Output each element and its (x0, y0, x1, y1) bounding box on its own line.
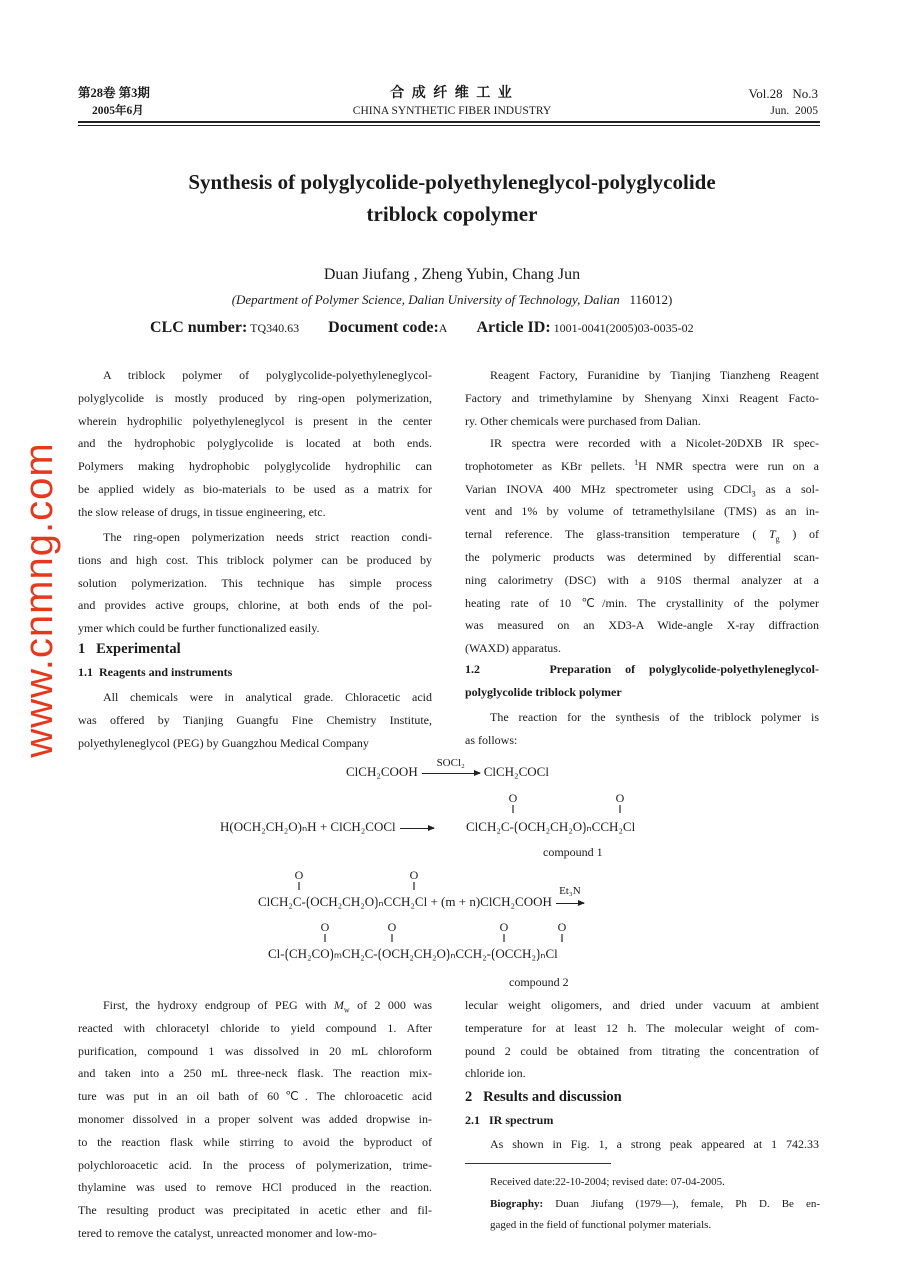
journal-name-cn: 合 成 纤 维 工 业 (390, 86, 514, 101)
text-line: ymer which could be further functionalized easily. (78, 621, 320, 636)
text-segment: ) of (779, 527, 819, 542)
text-line: tions and high cost. This triblock polymer can be produced by (78, 552, 432, 567)
eq1-reactant: ClCH₂COOH (346, 764, 418, 779)
text-line: as follows: (465, 732, 518, 747)
carbonyl-oxygen (386, 922, 398, 944)
double-bond: ‖ (323, 931, 327, 945)
text-line (78, 994, 432, 1017)
text-line: A triblock polymer of polyglycolide-polyethyleneglycol- (103, 368, 432, 382)
reaction-arrow (556, 884, 584, 904)
biography-label: Biography: (490, 1197, 544, 1210)
reaction-arrow (400, 828, 434, 829)
equation-2-reactants (220, 819, 438, 834)
oxygen-label: O (320, 920, 330, 934)
eq3-reactants: ClCH₂C-⟮OCH₂CH₂O⟯ₙCCH₂Cl + (m + n)ClCH₂COOH (258, 894, 552, 909)
section-heading: 1 Experimental (78, 641, 181, 657)
text-segment: H NMR spectra were run on a (638, 458, 819, 473)
doc-code-value: A (438, 321, 448, 335)
text-line: The ring-open polymerization needs strict reaction condi- (103, 530, 432, 544)
text-line: pound 2 could be obtained from titrating the concentration of (465, 1043, 819, 1058)
oxygen-label: O (387, 920, 397, 934)
text-line: (WAXD) apparatus. (465, 641, 561, 656)
watermark: www.cnmng.com (17, 442, 61, 758)
text-line: Factory and trimethylamine by Shenyang Xinxi Reagent Facto- (465, 390, 819, 405)
journal-name-en: CHINA SYNTHETIC FIBER INDUSTRY (352, 105, 552, 117)
text-line: the slow release of drugs, in tissue engineering, etc. (78, 504, 326, 519)
equation-2-product: ClCH₂C-⟮OCH₂CH₂O⟯ₙCCH₂Cl (466, 819, 636, 834)
subsection-heading: 1.2 Preparation of polyglycolide-polyethyleneglycol- (465, 662, 819, 676)
carbonyl-oxygen (498, 922, 510, 944)
text-line: IR spectra were recorded with a Nicolet-20DXB IR spec- (490, 436, 819, 450)
clc-value: TQ340.63 (250, 321, 300, 335)
text-segment: trophotometer as KBr pellets. (465, 458, 635, 473)
journal-volume: 第28卷 第3期 (78, 86, 150, 100)
text-line: was measured on an XD3-A Wide-angle X-ray diffraction (465, 618, 819, 633)
text-line: Reagent Factory, Furanidine by Tianjing Tianzheng Reagent (490, 368, 819, 382)
text-line: and taken into a 250 mL three-neck flask. The reaction mix- (78, 1066, 432, 1081)
double-bond: ‖ (297, 879, 301, 893)
text-segment: T (768, 527, 776, 542)
affiliation-text: (Department of Polymer Science, Dalian University of Technology, Dalian (231, 292, 620, 307)
text-line: polychloroacetic acid. In the process of polymerization, trime- (78, 1157, 432, 1172)
footnote-rule (465, 1163, 611, 1164)
eq1-product: ClCH₂COCl (483, 764, 549, 779)
double-bond: ‖ (390, 931, 394, 945)
carbonyl-oxygen (319, 922, 331, 944)
biography (490, 1194, 820, 1216)
text-line (465, 478, 819, 501)
text-line: vent and 1% by volume of tetramethylsilane (TMS) as an in- (465, 504, 819, 519)
text-line: and provides active groups, chlorine, at both ends of the pol- (78, 598, 432, 613)
doc-code-label: Document code: (328, 319, 439, 336)
subsection-heading-cont: polyglycolide triblock polymer (465, 685, 622, 699)
paragraph-instruments (465, 432, 819, 660)
paragraph-intro (78, 364, 432, 524)
eq1-reagent: SOCl₂ (436, 756, 465, 769)
biography-text: Duan Jiufang (1979—), female, Ph D. Be en- (543, 1197, 820, 1210)
paragraph-procedure (78, 994, 432, 1245)
footnote (490, 1172, 820, 1237)
authors: Duan Jiufang , Zheng Yubin, Chang Jun (323, 266, 581, 283)
header-rule (78, 121, 820, 123)
text-segment: of 2 000 was (349, 998, 432, 1012)
received-date: Received date:22-10-2004; revised date: 07-04-2005. (490, 1176, 725, 1188)
eq2-reactants: H(OCH₂CH₂O)ₙH + ClCH₂COCl (220, 819, 396, 834)
text-line: lecular weight oligomers, and dried under vacuum at ambient (465, 998, 819, 1012)
double-bond: ‖ (502, 931, 506, 945)
biography-cont: gaged in the field of functional polymer materials. (490, 1219, 712, 1231)
text-line: be applied widely as bio-materials to be used as a matrix for (78, 481, 432, 496)
text-line: As shown in Fig. 1, a strong peak appeared at 1 742.33 (490, 1137, 819, 1151)
text-line: heating rate of 10 ℃/min. The crystallinity of the polymer (465, 595, 819, 610)
text-line: reacted with chloracetyl chloride to yield compound 1. After (78, 1020, 432, 1035)
double-bond: ‖ (618, 802, 622, 816)
double-bond: ‖ (511, 802, 515, 816)
text-line (465, 523, 819, 546)
equation-1 (346, 756, 549, 779)
header-rule (78, 125, 820, 126)
paragraph-ir (465, 1133, 819, 1156)
journal-date-cn: 2005年6月 (92, 105, 144, 117)
text-segment: as a sol- (755, 481, 819, 496)
paragraph-reagents-cont (465, 364, 819, 432)
journal-date-en: Jun. 2005 (770, 105, 818, 117)
equation-3 (258, 884, 588, 909)
text-line: thylamine was used to remove HCl produced in the reaction. (78, 1180, 432, 1195)
article-id-label: Article ID: (476, 319, 551, 336)
text-segment: Varian INOVA 400 MHz spectrometer using CDCl (465, 481, 752, 496)
text-line: the polymeric products was determined by differential scan- (465, 549, 819, 564)
text-line: Polymers making hydrophobic polyglycolide hydrophilic can (78, 459, 432, 474)
oxygen-label: O (499, 920, 509, 934)
text-line: The resulting product was precipitated in acetic ether and fil- (78, 1203, 432, 1218)
double-bond: ‖ (412, 879, 416, 893)
equation-4-product: Cl-⟮CH₂CO⟯ₘCH₂C-⟮OCH₂CH₂O⟯ₙCCH₂-⟮OCCH₂⟯ₙCl (268, 946, 558, 961)
paragraph-reagents (78, 686, 432, 754)
eq3-reagent: Et₃N (559, 884, 581, 897)
text-line: All chemicals were in analytical grade. Chloracetic acid (103, 690, 432, 704)
text-line: polyglycolide is mostly produced by ring-open polymerization, (78, 390, 432, 405)
journal-volume-en: Vol.28 No.3 (748, 86, 818, 101)
compound-2-label: compound 2 (509, 975, 569, 989)
subsection-heading: 2.1 IR spectrum (465, 1113, 554, 1127)
text-segment: 1 (634, 457, 639, 467)
carbonyl-oxygen (293, 870, 305, 892)
text-segment: First, the hydroxy endgroup of PEG with (103, 998, 334, 1012)
text-line: and the hydrophobic polyglycolide is located at both ends. (78, 436, 432, 451)
reaction-arrow (422, 756, 480, 774)
text-line: monomer dissolved in a proper solvent was added dropwise in- (78, 1111, 432, 1126)
subsection-heading: 1.1 Reagents and instruments (78, 665, 233, 679)
text-line: The reaction for the synthesis of the triblock polymer is (490, 710, 819, 724)
text-line: was offered by Tianjing Guangfu Fine Chemistry Institute, (78, 712, 432, 727)
paragraph-reaction-intro (465, 706, 819, 752)
text-line: purification, compound 1 was dissolved in 20 mL chloroform (78, 1043, 432, 1058)
text-line: tered to remove the catalyst, unreacted monomer and low-mo- (78, 1225, 377, 1240)
text-line: polyethyleneglycol (PEG) by Guangzhou Medical Company (78, 735, 369, 750)
text-line: temperature for at least 12 h. The molecular weight of com- (465, 1020, 819, 1035)
oxygen-label: O (615, 791, 625, 805)
carbonyl-oxygen (507, 793, 519, 815)
title-line: Synthesis of polyglycolide-polyethyleneglycol-polyglycolide (188, 170, 716, 194)
text-line: solution polymerization. This technique has simple process (78, 575, 432, 590)
clc-label: CLC number: (150, 319, 248, 336)
affiliation-postcode: 116012) (629, 292, 673, 307)
text-line: wherein hydrophilic polyethyleneglycol is present in the center (78, 413, 432, 428)
text-line: ry. Other chemicals were purchased from Dalian. (465, 413, 701, 428)
oxygen-label: O (557, 920, 567, 934)
double-bond: ‖ (560, 931, 564, 945)
paper-title (0, 166, 904, 230)
classification-line (150, 319, 694, 337)
text-line: chloride ion. (465, 1066, 526, 1081)
article-id-value: 1001-0041(2005)03-0035-02 (553, 321, 694, 335)
text-segment: w (343, 1005, 350, 1015)
text-line: ture was put in an oil bath of 60℃. The chloroacetic acid (78, 1089, 432, 1104)
oxygen-label: O (409, 868, 419, 882)
text-segment: ternal reference. The glass-transition temperature ( (465, 527, 769, 542)
oxygen-label: O (294, 868, 304, 882)
title-line: triblock copolymer (366, 202, 538, 226)
text-line (465, 455, 819, 478)
carbonyl-oxygen (556, 922, 568, 944)
carbonyl-oxygen (614, 793, 626, 815)
text-segment: 3 (751, 488, 756, 498)
affiliation (0, 292, 904, 308)
section-heading: 2 Results and discussion (465, 1089, 622, 1105)
compound-1-label: compound 1 (543, 845, 603, 859)
paragraph-intro-2 (78, 526, 432, 640)
oxygen-label: O (508, 791, 518, 805)
paragraph-procedure-cont (465, 994, 819, 1085)
text-segment: M (333, 998, 344, 1012)
text-line: to the reaction flask while stirring to avoid the byproduct of (78, 1134, 432, 1149)
carbonyl-oxygen (408, 870, 420, 892)
text-line: ning calorimetry (DSC) with a 910S thermal analyzer at a (465, 572, 819, 587)
text-segment: g (775, 534, 780, 544)
